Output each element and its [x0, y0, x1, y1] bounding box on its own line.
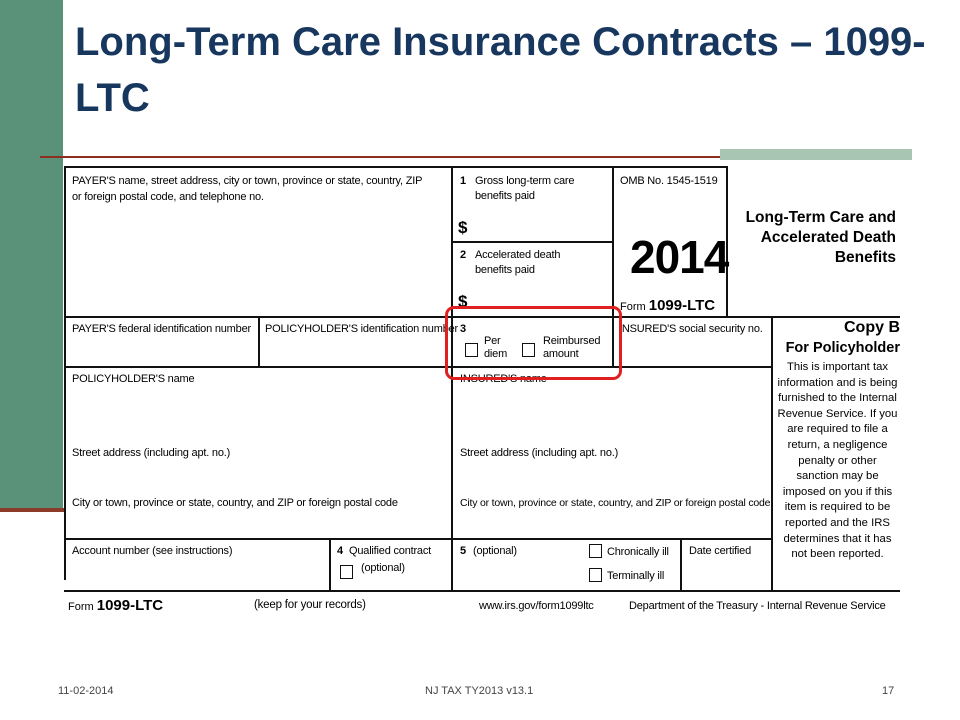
- insured-name-label: INSURED'S name: [460, 373, 547, 385]
- box4-label-2: (optional): [361, 562, 405, 574]
- box4-label: Qualified contract: [349, 545, 431, 557]
- copy-b-section: [771, 318, 900, 563]
- footer-date: 11-02-2014: [58, 685, 114, 697]
- copy-b-heading: Copy B: [844, 319, 900, 336]
- box5-label: (optional): [473, 545, 517, 557]
- box3-number: 3: [460, 323, 466, 335]
- notice-line: imposed on you if this: [782, 485, 893, 498]
- box2-dollar: $: [458, 292, 468, 311]
- title-accent-block: [720, 149, 912, 160]
- form-word: Form: [620, 301, 646, 313]
- form-rule-v4: [258, 316, 260, 366]
- notice-line: return, a negligence: [787, 438, 888, 451]
- form-title-line-3: Benefits: [834, 249, 896, 266]
- form-rule-row4: [64, 538, 771, 540]
- box2-number: 2: [460, 249, 466, 261]
- box1-label-2: benefits paid: [475, 190, 535, 202]
- account-number-label: Account number (see instructions): [72, 545, 233, 557]
- irs-url[interactable]: www.irs.gov/form1099ltc: [479, 600, 594, 612]
- keep-records-note: (keep for your records): [254, 599, 366, 611]
- date-certified-label: Date certified: [689, 545, 752, 557]
- form-name-bottom-value: 1099-LTC: [96, 597, 164, 614]
- notice-line: determines that it has: [783, 532, 892, 545]
- insured-street-label: Street address (including apt. no.): [460, 447, 619, 459]
- notice-line: are required to file a: [787, 423, 888, 436]
- form-name: 1099-LTC: [648, 297, 716, 314]
- policyholder-city-label: City or town, province or state, country, and ZIP or foreign postal code: [72, 497, 398, 509]
- footer-center-text: NJ TAX TY2013 v13.1: [425, 685, 534, 697]
- form-border-left: [64, 166, 66, 580]
- left-accent-bar-edge: [0, 508, 64, 512]
- policyholder-street-label: Street address (including apt. no.): [72, 447, 231, 459]
- form-rule-box1-bottom: [451, 241, 612, 243]
- notice-line: reported and the IRS: [785, 516, 890, 529]
- payer-fed-id-label: PAYER'S federal identification number: [72, 323, 251, 335]
- form-name-top: [620, 297, 715, 314]
- terminally-ill-label: Terminally ill: [607, 570, 665, 582]
- insured-city-label: City or town, province or state, country, and ZIP or foreign postal code: [460, 497, 771, 509]
- chronically-ill-label: Chronically ill: [607, 546, 669, 558]
- form-rule-v5: [451, 366, 453, 590]
- insured-ssn-label: INSURED'S social security no.: [619, 323, 763, 335]
- footer-page-number: 17: [882, 685, 895, 697]
- form-rule-v7: [680, 538, 682, 590]
- form-name-bottom: [68, 597, 163, 614]
- chronically-ill-checkbox[interactable]: [589, 544, 602, 558]
- form-rule-v6: [329, 538, 331, 590]
- notice-line: not been reported.: [791, 548, 884, 561]
- box5-number: 5: [460, 545, 466, 557]
- department-label: Department of the Treasury - Internal Revenue Service: [629, 600, 886, 612]
- notice-line: sanction may be: [796, 470, 879, 483]
- form-rule-bottom: [64, 590, 900, 592]
- notice-line: furnished to the Internal: [778, 392, 897, 405]
- payer-address-label: PAYER'S name, street address, city or town, province or state, country, ZIP: [72, 175, 423, 187]
- box1-dollar: $: [458, 218, 468, 237]
- for-policyholder-heading: For Policyholder: [785, 340, 900, 356]
- left-accent-bar: [0, 0, 63, 512]
- box2-label: Accelerated death: [475, 249, 561, 261]
- notice-line: This is important tax: [786, 361, 889, 373]
- form-1099-ltc: [64, 166, 900, 616]
- copy-b-notice: [771, 360, 900, 563]
- form-title: [746, 208, 896, 268]
- reimbursed-label: Reimbursed: [543, 335, 601, 347]
- notice-line: item is required to be: [784, 501, 891, 514]
- per-diem-label: Per: [484, 335, 501, 347]
- notice-line: information and is being: [777, 376, 898, 389]
- box1-label: Gross long-term care: [475, 175, 575, 187]
- form-title-line-2: Accelerated Death: [760, 229, 896, 246]
- terminally-ill-checkbox[interactable]: [589, 568, 602, 582]
- form-word-bottom: Form: [68, 601, 94, 613]
- form-border-top: [64, 166, 726, 168]
- policyholder-id-label: POLICYHOLDER'S identification number: [265, 323, 458, 335]
- box2-label-2: benefits paid: [475, 264, 535, 276]
- slide-title: Long-Term Care Insurance Contracts – 1099-LTC: [75, 20, 926, 120]
- reimbursed-label-2: amount: [543, 348, 579, 360]
- tax-year: 2014: [630, 231, 729, 283]
- per-diem-label-2: diem: [484, 348, 508, 360]
- box4-number: 4: [337, 545, 343, 557]
- form-rule-row3: [64, 366, 771, 368]
- notice-line: Revenue Service. If you: [777, 407, 898, 420]
- form-title-line-1: Long-Term Care and: [745, 209, 896, 226]
- omb-number: OMB No. 1545-1519: [620, 175, 718, 187]
- payer-address-label-2: or foreign postal code, and telephone no.: [72, 191, 264, 203]
- box3-highlight-outline: [445, 306, 622, 380]
- notice-line: penalty or other: [798, 454, 877, 467]
- box1-number: 1: [460, 175, 466, 187]
- policyholder-name-label: POLICYHOLDER'S name: [72, 373, 195, 385]
- qualified-contract-checkbox[interactable]: [340, 565, 353, 579]
